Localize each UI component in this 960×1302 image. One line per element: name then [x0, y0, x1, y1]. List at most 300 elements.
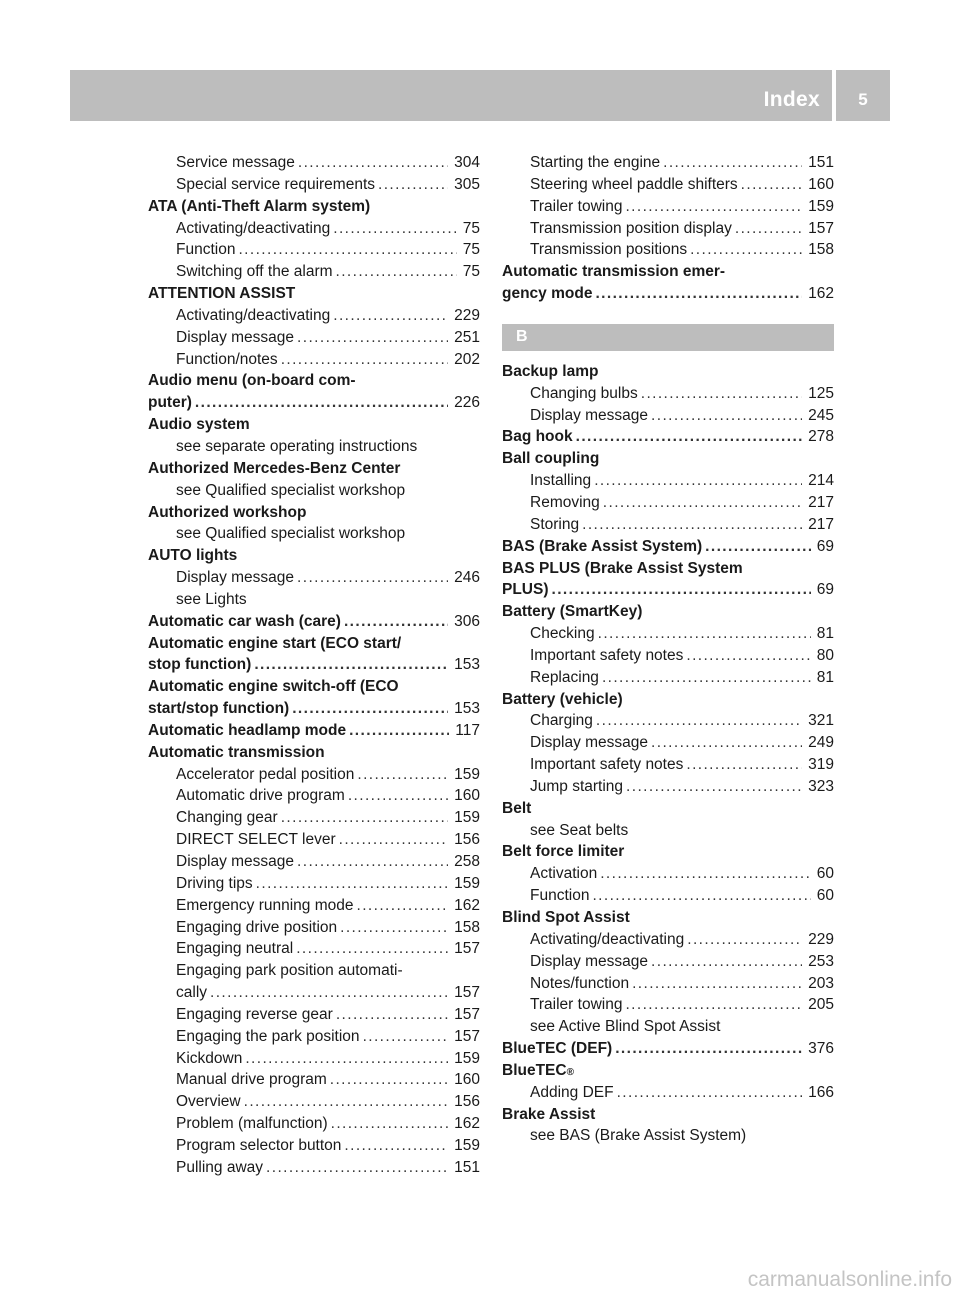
page-reference: 160 — [454, 787, 480, 805]
index-subentry — [148, 1069, 480, 1091]
entry-text: Changing gear — [176, 809, 278, 827]
index-subentry — [148, 349, 480, 371]
dot-leader — [292, 698, 448, 720]
index-subentry — [148, 895, 480, 917]
entry-text: Charging — [530, 712, 593, 730]
page-reference: 376 — [808, 1040, 834, 1058]
index-subentry — [502, 492, 834, 514]
dot-leader — [281, 349, 448, 371]
entry-text: Authorized Mercedes-Benz Center — [148, 459, 401, 477]
dot-leader — [357, 764, 448, 786]
dot-leader — [195, 392, 448, 414]
page-reference: 81 — [816, 625, 834, 643]
index-subentry — [148, 1026, 480, 1048]
index-subentry — [148, 567, 480, 589]
entry-text: Activating/deactivating — [176, 306, 331, 324]
entry-text: Important safety notes — [530, 756, 684, 774]
page-number-box — [836, 70, 890, 121]
entry-text: Problem (malfunction) — [176, 1115, 328, 1133]
dot-leader — [344, 1135, 448, 1157]
page-reference: 229 — [454, 306, 480, 324]
page-reference: 305 — [454, 175, 480, 193]
page-reference: 159 — [454, 1049, 480, 1067]
index-subentry — [148, 917, 480, 939]
index-subentry — [148, 589, 480, 611]
dot-leader — [617, 1082, 803, 1104]
index-subentry — [148, 261, 480, 283]
entry-text: Brake Assist — [502, 1105, 596, 1123]
entry-text: Overview — [176, 1093, 241, 1111]
page-reference: 157 — [454, 1005, 480, 1023]
index-subentry — [502, 470, 834, 492]
dot-leader — [363, 1026, 449, 1048]
entry-text: Checking — [530, 625, 595, 643]
entry-text: Belt — [502, 799, 532, 817]
dot-leader — [596, 710, 802, 732]
index-group-b — [502, 361, 834, 1147]
page-reference: 214 — [808, 472, 834, 490]
entry-text: see separate operating instructions — [176, 437, 418, 455]
page-reference: 245 — [808, 406, 834, 424]
dot-leader — [615, 1038, 802, 1060]
entry-text: Engaging park position automati- — [176, 962, 403, 980]
dot-leader — [600, 863, 811, 885]
dot-leader — [256, 873, 448, 895]
page-reference: 75 — [462, 263, 480, 281]
entry-text: BlueTEC — [502, 1061, 567, 1079]
dot-leader — [378, 174, 448, 196]
index-subentry — [148, 982, 480, 1004]
dot-leader — [340, 917, 448, 939]
entry-text: see BAS (Brake Assist System) — [530, 1127, 747, 1145]
page-reference: 319 — [808, 756, 834, 774]
entry-text: Pulling away — [176, 1158, 264, 1176]
index-entry — [502, 261, 834, 283]
index-subentry — [502, 863, 834, 885]
index-entry — [502, 601, 834, 623]
entry-text: ATTENTION ASSIST — [148, 285, 296, 303]
dot-leader — [632, 973, 802, 995]
index-subentry — [502, 951, 834, 973]
entry-text: gency mode — [502, 285, 593, 303]
entry-text: see Seat belts — [530, 821, 629, 839]
index-subentry — [148, 239, 480, 261]
entry-text: Storing — [530, 515, 580, 533]
entry-text: Trailer towing — [530, 996, 623, 1014]
index-subentry — [148, 218, 480, 240]
index-subentry — [502, 885, 834, 907]
dot-leader — [333, 305, 448, 327]
dot-leader — [690, 239, 802, 261]
dot-leader — [651, 732, 802, 754]
index-entry — [148, 633, 480, 655]
index-subentry — [148, 1048, 480, 1070]
entry-text: Transmission positions — [530, 241, 688, 259]
page-reference: 157 — [808, 219, 834, 237]
index-subentry — [148, 327, 480, 349]
index-subentry — [502, 710, 834, 732]
page-reference: 217 — [808, 515, 834, 533]
entry-text: see Qualified specialist workshop — [176, 481, 406, 499]
dot-leader — [296, 938, 448, 960]
entry-text: Display message — [176, 569, 295, 587]
index-subentry — [148, 480, 480, 502]
dot-leader — [592, 885, 810, 907]
dot-leader — [254, 654, 448, 676]
entry-text: see Qualified specialist workshop — [176, 525, 406, 543]
dot-leader — [330, 1069, 448, 1091]
dot-leader — [686, 645, 810, 667]
index-subentry — [502, 994, 834, 1016]
index-entry — [502, 907, 834, 929]
index-entry — [502, 579, 834, 601]
index-subentry — [148, 523, 480, 545]
dot-leader — [741, 174, 802, 196]
entry-text: Display message — [530, 734, 649, 752]
dot-leader — [602, 667, 811, 689]
index-subentry — [502, 383, 834, 405]
entry-text: BAS (Brake Assist System) — [502, 537, 703, 555]
page-reference: 157 — [454, 1027, 480, 1045]
page-reference: 159 — [454, 1136, 480, 1154]
index-entry — [502, 361, 834, 383]
page-reference: 60 — [816, 865, 834, 883]
index-entry — [148, 545, 480, 567]
page-reference: 158 — [454, 918, 480, 936]
dot-leader — [582, 514, 802, 536]
entry-text: Jump starting — [530, 777, 624, 795]
index-entry — [148, 502, 480, 524]
page-reference: 159 — [454, 874, 480, 892]
dot-leader — [297, 327, 448, 349]
section-letter: B — [516, 327, 528, 345]
entry-text: Audio menu (on-board com- — [148, 372, 356, 390]
index-entry — [148, 370, 480, 392]
index-entry — [502, 689, 834, 711]
index-subentry — [148, 305, 480, 327]
dot-leader — [594, 470, 802, 492]
dot-leader — [238, 239, 456, 261]
index-entry — [148, 742, 480, 764]
index-subentry — [148, 1135, 480, 1157]
dot-leader — [336, 261, 457, 283]
page-title: Index — [763, 88, 820, 111]
entry-text: stop function) — [148, 656, 252, 674]
index-subentry — [502, 239, 834, 261]
entry-text: Function/notes — [176, 350, 278, 368]
dot-leader — [297, 851, 448, 873]
page-reference: 81 — [816, 668, 834, 686]
page-reference: 162 — [808, 285, 834, 303]
page-reference: 75 — [462, 219, 480, 237]
entry-text: Steering wheel paddle shifters — [530, 175, 738, 193]
entry-text: Special service requirements — [176, 175, 376, 193]
dot-leader — [595, 283, 802, 305]
index-subentry — [502, 667, 834, 689]
entry-text: Switching off the alarm — [176, 263, 333, 281]
dot-leader — [333, 218, 457, 240]
page-reference: 151 — [454, 1158, 480, 1176]
page-reference: 253 — [808, 952, 834, 970]
index-subentry — [148, 1004, 480, 1026]
entry-text: Display message — [176, 853, 295, 870]
index-subentry — [148, 938, 480, 960]
index-subentry — [502, 405, 834, 427]
dot-leader — [266, 1157, 448, 1179]
entry-text: Automatic transmission — [148, 743, 325, 761]
dot-leader — [331, 1113, 449, 1135]
index-entry — [502, 283, 834, 305]
entry-text: Automatic engine switch-off (ECO — [148, 678, 399, 696]
entry-text: DIRECT SELECT lever — [176, 831, 336, 849]
dot-leader — [625, 196, 802, 218]
entry-text: Battery (vehicle) — [502, 690, 623, 708]
index-entry — [502, 448, 834, 470]
entry-text: Automatic car wash (care) — [148, 612, 341, 630]
page-reference: 153 — [454, 700, 480, 718]
dot-leader — [210, 982, 448, 1004]
dot-leader — [598, 623, 811, 645]
page-reference: 156 — [454, 831, 480, 849]
entry-text: Authorized workshop — [148, 503, 307, 521]
index-subentry — [148, 873, 480, 895]
entry-text: cally — [176, 984, 208, 1002]
index-subentry — [502, 820, 834, 842]
entry-text: BlueTEC (DEF) — [502, 1040, 613, 1058]
entry-text: see Active Blind Spot Assist — [530, 1018, 721, 1036]
dot-leader — [651, 405, 802, 427]
index-subentry — [502, 776, 834, 798]
entry-text: Function — [176, 241, 236, 259]
page-reference: 156 — [454, 1093, 480, 1111]
index-subentry — [148, 436, 480, 458]
page-reference: 80 — [816, 646, 834, 664]
page-reference: 217 — [808, 493, 834, 511]
index-entry — [148, 720, 480, 742]
page-reference: 69 — [816, 537, 834, 555]
index-entry — [148, 414, 480, 436]
index-entry — [502, 558, 834, 580]
entry-text: BAS PLUS (Brake Assist System — [502, 559, 743, 577]
page-reference: 203 — [808, 974, 834, 992]
dot-leader — [735, 218, 802, 240]
dot-leader — [344, 611, 448, 633]
page-reference: 151 — [808, 154, 834, 171]
index-subentry — [148, 1113, 480, 1135]
dot-leader — [348, 785, 448, 807]
entry-text: Automatic transmission emer- — [502, 263, 726, 281]
entry-text: Activating/deactivating — [530, 930, 685, 948]
page-reference: 246 — [454, 569, 480, 587]
entry-text: Automatic headlamp mode — [148, 721, 347, 739]
index-subentry — [502, 645, 834, 667]
index-entry — [502, 798, 834, 820]
entry-text: Manual drive program — [176, 1071, 327, 1089]
page-reference: 75 — [462, 241, 480, 259]
entry-text: Transmission position display — [530, 219, 732, 237]
entry-text: AUTO lights — [148, 547, 238, 565]
index-subentry — [148, 1157, 480, 1179]
entry-text: Audio system — [148, 416, 250, 434]
dot-leader — [625, 994, 802, 1016]
index-column-left — [148, 152, 480, 1179]
page-reference: 69 — [816, 581, 834, 599]
entry-text: Kickdown — [176, 1049, 243, 1067]
page-reference: 153 — [454, 656, 480, 674]
page-reference: 125 — [808, 384, 834, 402]
page-reference: 162 — [454, 896, 480, 914]
entry-text: puter) — [148, 394, 192, 412]
index-subentry — [502, 174, 834, 196]
dot-leader — [281, 807, 448, 829]
page-reference: 306 — [454, 612, 480, 630]
entry-text: PLUS) — [502, 581, 549, 599]
index-subentry — [502, 754, 834, 776]
index-header-bar — [70, 70, 832, 121]
dot-leader — [298, 152, 448, 174]
index-subentry — [148, 829, 480, 851]
entry-text: Emergency running mode — [176, 896, 354, 914]
index-entry — [148, 283, 480, 305]
entry-text: Changing bulbs — [530, 384, 638, 402]
index-column-right — [502, 152, 834, 1147]
index-entry — [502, 426, 834, 448]
page-reference: 159 — [808, 197, 834, 215]
index-entry — [148, 611, 480, 633]
index-subentry — [502, 929, 834, 951]
dot-leader — [641, 383, 802, 405]
entry-text: Automatic engine start (ECO start/ — [148, 634, 402, 652]
entry-text: Display message — [176, 328, 295, 346]
index-subentry — [148, 960, 480, 982]
page-reference: 60 — [816, 887, 834, 905]
dot-leader — [244, 1091, 449, 1113]
index-subentry — [148, 851, 480, 873]
index-subentry — [148, 785, 480, 807]
entry-text: Engaging reverse gear — [176, 1005, 333, 1023]
page-reference: 278 — [808, 428, 834, 446]
index-subentry — [502, 1082, 834, 1104]
entry-text: Function — [530, 887, 590, 905]
page-reference: 205 — [808, 996, 834, 1014]
index-entry: BlueTEC ® — [502, 1060, 834, 1082]
index-entry — [148, 654, 480, 676]
dot-leader — [626, 776, 802, 798]
dot-leader — [339, 829, 448, 851]
entry-text: Accelerator pedal position — [176, 765, 355, 783]
watermark: carmanualsonline.info — [747, 1268, 952, 1291]
dot-leader — [245, 1048, 448, 1070]
index-subentry — [502, 973, 834, 995]
index-entry — [148, 698, 480, 720]
index-subentry — [148, 807, 480, 829]
entry-text: Installing — [530, 472, 592, 490]
index-group-a-continued — [502, 152, 834, 305]
entry-text: Activating/deactivating — [176, 219, 331, 237]
page-reference: 321 — [808, 712, 834, 730]
entry-text: Driving tips — [176, 874, 253, 892]
section-letter-bar — [502, 324, 834, 351]
entry-text: start/stop function) — [148, 700, 290, 718]
entry-text: Important safety notes — [530, 646, 684, 664]
dot-leader — [687, 929, 802, 951]
index-entry — [502, 536, 834, 558]
index-entry — [502, 1038, 834, 1060]
index-entry — [148, 196, 480, 218]
dot-leader — [663, 152, 802, 174]
entry-text: Display message — [530, 952, 649, 970]
index-subentry — [502, 1016, 834, 1038]
index-subentry — [502, 196, 834, 218]
entry-text: Removing — [530, 493, 600, 511]
dot-leader — [603, 492, 802, 514]
entry-text: Automatic drive program — [176, 787, 345, 805]
entry-text: Belt force limiter — [502, 843, 625, 861]
index-subentry — [502, 1125, 834, 1147]
page-reference: 202 — [454, 350, 480, 368]
dot-leader — [651, 951, 802, 973]
page-reference: 158 — [808, 241, 834, 259]
entry-text: Service message — [176, 154, 295, 171]
page-reference: 323 — [808, 777, 834, 795]
page-reference: 166 — [808, 1083, 834, 1101]
entry-text: Display message — [530, 406, 649, 424]
entry-text: Activation — [530, 865, 598, 883]
index-entry — [502, 1104, 834, 1126]
dot-leader — [576, 426, 803, 448]
page-reference: 249 — [808, 734, 834, 752]
entry-text: Engaging drive position — [176, 918, 338, 936]
entry-text: Blind Spot Assist — [502, 909, 630, 926]
page-number: 5 — [858, 90, 868, 109]
page-reference: 162 — [454, 1115, 480, 1133]
index-subentry — [148, 764, 480, 786]
page-reference: 157 — [454, 984, 480, 1002]
index-subentry — [502, 623, 834, 645]
entry-text: Battery (SmartKey) — [502, 603, 643, 621]
entry-text: Notes/function — [530, 974, 630, 992]
index-subentry — [502, 732, 834, 754]
index-entry — [148, 392, 480, 414]
dot-leader — [705, 536, 811, 558]
page-reference: 258 — [454, 853, 480, 870]
entry-text: Ball coupling — [502, 450, 600, 468]
page-reference: 159 — [454, 765, 480, 783]
index-subentry — [502, 514, 834, 536]
dot-leader — [349, 720, 449, 742]
entry-text: ATA (Anti-Theft Alarm system) — [148, 197, 371, 215]
dot-leader — [297, 567, 448, 589]
entry-text: Engaging the park position — [176, 1027, 360, 1045]
entry-text: Replacing — [530, 668, 599, 686]
entry-text: Engaging neutral — [176, 940, 294, 958]
entry-text: Program selector button — [176, 1136, 342, 1154]
page-reference: 117 — [455, 721, 480, 739]
page-reference: 159 — [454, 809, 480, 827]
index-entry — [148, 458, 480, 480]
entry-text: Adding DEF — [530, 1083, 614, 1101]
index-subentry — [502, 218, 834, 240]
page-reference: 251 — [454, 328, 480, 346]
dot-leader — [357, 895, 449, 917]
index-entry — [148, 676, 480, 698]
index-subentry — [148, 152, 480, 174]
page-reference: 160 — [454, 1071, 480, 1089]
index-subentry — [502, 152, 834, 174]
entry-text: Bag hook — [502, 428, 573, 446]
entry-text: see Lights — [176, 590, 247, 608]
index-entry — [502, 841, 834, 863]
